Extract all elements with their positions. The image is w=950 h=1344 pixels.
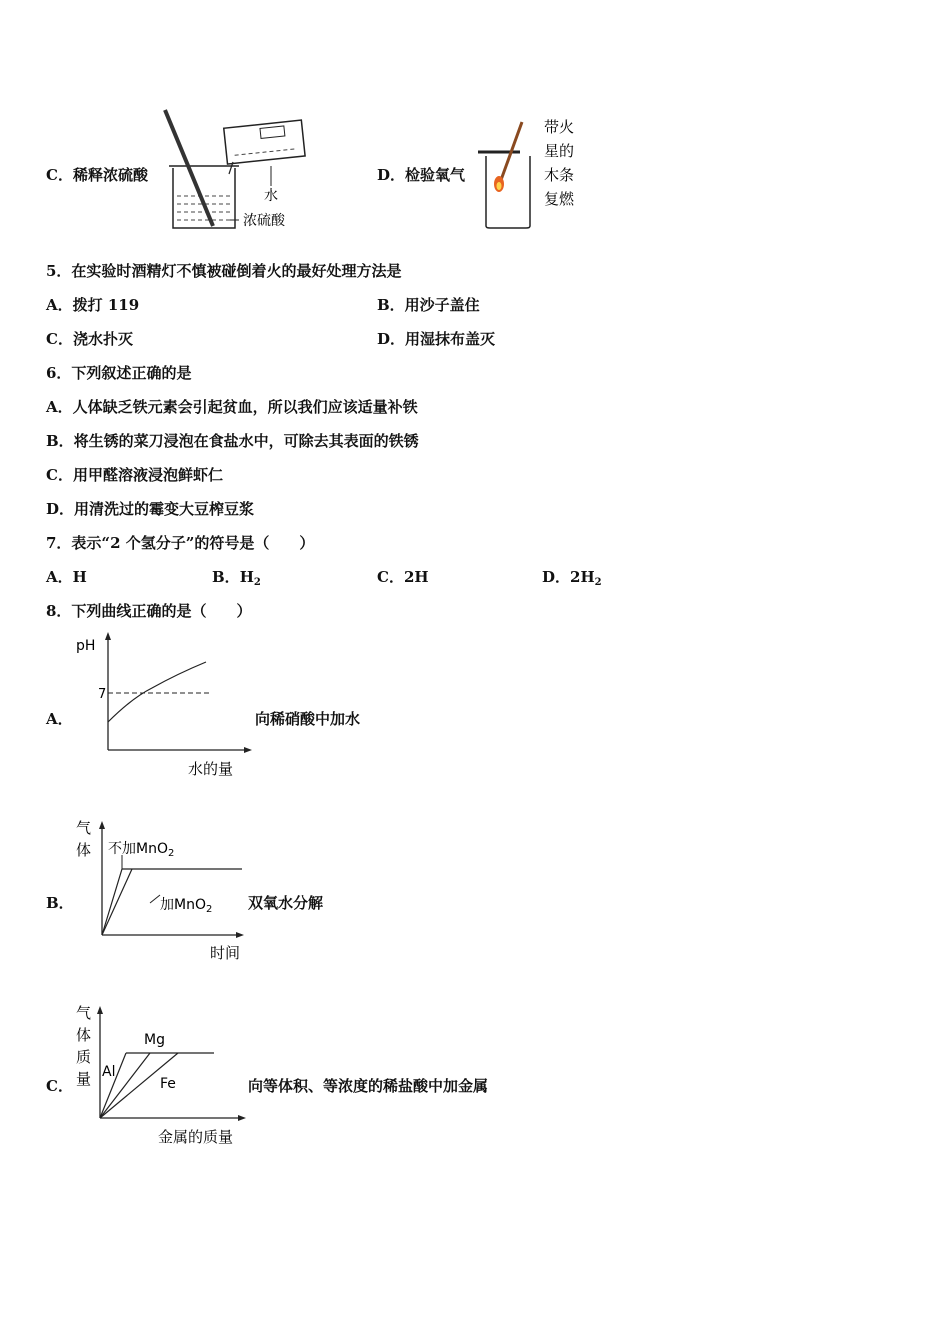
q7-option-c: C．2H: [377, 568, 429, 586]
metal-chart-y-label-1: 气: [76, 1004, 92, 1022]
label-catalyst: 加MnO$_2$: [160, 897, 213, 915]
peroxide-chart-y-label-2: 体: [76, 841, 92, 859]
curve-catalyst: [102, 869, 132, 935]
oxygen-test-figure: [474, 114, 584, 234]
acid-label: 浓硫酸: [243, 213, 285, 229]
water-label: 水: [264, 188, 278, 204]
label-mg: Mg: [144, 1032, 165, 1048]
q8-option-a-caption: 向稀硝酸中加水: [255, 710, 361, 728]
q8-stem: 8．下列曲线正确的是（ ）: [46, 602, 252, 620]
q5-option-b: B．用沙子盖住: [377, 296, 480, 314]
peroxide-chart-x-label: 时间: [210, 944, 241, 962]
q5-option-c: C．浇水扑灭: [46, 330, 133, 348]
curve-al: [100, 1053, 126, 1118]
ph-chart-ref-label: 7: [98, 687, 107, 702]
peroxide-chart-y-label-1: 气: [76, 819, 92, 837]
q8-option-b-caption: 双氧水分解: [248, 894, 324, 912]
label-no-catalyst: 不加MnO$_2$: [108, 841, 175, 859]
q7-option-d: D．$2H_2$: [542, 568, 602, 588]
q6-option-c: C．用甲醛溶液浸泡鲜虾仁: [46, 466, 223, 484]
splint-label-2: 星的: [544, 142, 575, 160]
q7-stem: 7．表示“2 个氢分子”的符号是（ ）: [46, 534, 315, 552]
q4-option-c-label: C．稀释浓硫酸: [46, 166, 148, 184]
metal-chart-y-label-3: 质: [76, 1048, 92, 1066]
ph-chart-x-label: 水的量: [188, 760, 234, 778]
ph-chart-curve: [108, 662, 206, 722]
q7-option-a: A．H: [46, 568, 87, 586]
dilute-acid-figure: [155, 108, 315, 236]
label-al: Al: [102, 1064, 116, 1080]
q7-option-b: B．$H_2$: [212, 568, 261, 588]
q8-option-b-letter: B．: [46, 894, 74, 912]
q5-option-a: A．拨打 119: [46, 296, 140, 314]
q8-option-c-letter: C．: [46, 1077, 73, 1095]
ph-chart-y-label: pH: [76, 638, 96, 654]
q5-option-d: D．用湿抹布盖灭: [377, 330, 496, 348]
splint-label-1: 带火: [544, 118, 575, 136]
metal-chart: [72, 1000, 252, 1150]
ph-chart: [72, 630, 257, 780]
q8-option-c-caption: 向等体积、等浓度的稀盐酸中加金属: [248, 1077, 489, 1095]
splint-label-4: 复燃: [544, 190, 575, 208]
curve-mg: [100, 1053, 150, 1118]
peroxide-chart: [72, 815, 250, 967]
splint-label-3: 木条: [544, 166, 575, 184]
q8-option-a-letter: A．: [46, 710, 73, 728]
metal-chart-x-label: 金属的质量: [158, 1128, 234, 1146]
metal-chart-y-label-4: 量: [76, 1070, 92, 1088]
q6-option-b: B．将生锈的菜刀浸泡在食盐水中，可除去其表面的铁锈: [46, 432, 419, 450]
q6-option-a: A．人体缺乏铁元素会引起贫血，所以我们应该适量补铁: [46, 398, 418, 416]
q6-stem: 6．下列叙述正确的是: [46, 364, 192, 382]
q5-stem: 5．在实验时酒精灯不慎被碰倒着火的最好处理方法是: [46, 262, 402, 280]
q6-option-d: D．用清洗过的霉变大豆榨豆浆: [46, 500, 255, 518]
q4-option-d-label: D．检验氧气: [377, 166, 466, 184]
metal-chart-y-label-2: 体: [76, 1026, 92, 1044]
label-fe: Fe: [160, 1076, 176, 1092]
